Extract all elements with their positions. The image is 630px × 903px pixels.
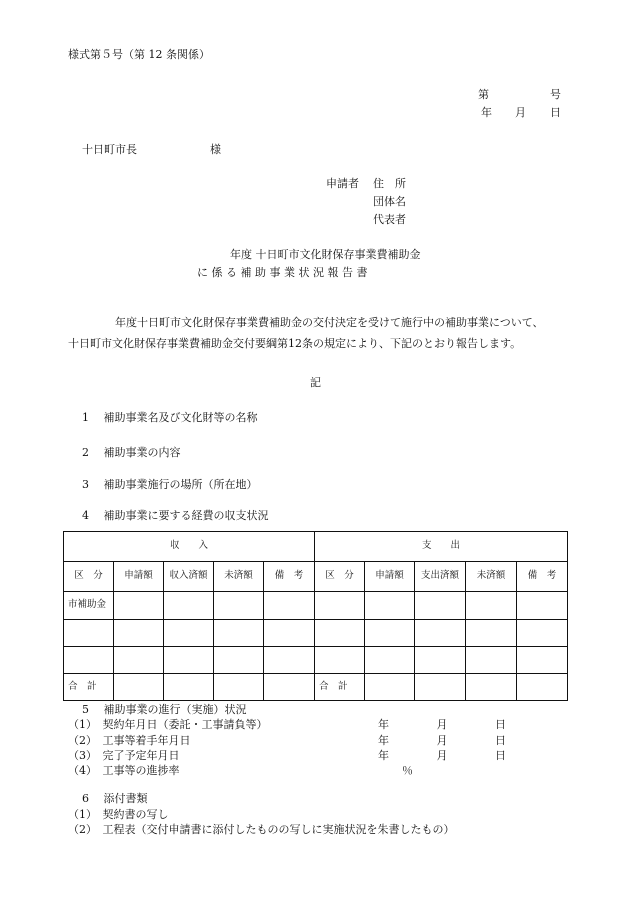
applicant-address: 住 所 [373, 177, 406, 190]
cell [365, 592, 415, 620]
date-month: 月 [436, 734, 448, 747]
title-line2: に 係 る 補 助 事 業 状 況 報 告 書 [197, 266, 368, 279]
cell [315, 620, 365, 647]
ki-mark: 記 [310, 376, 321, 389]
attachment-2: （2） 工程表（交付申請書に添付したものの写しに実施状況を朱書したもの） [68, 823, 455, 836]
expense-header: 支 出 [315, 532, 568, 562]
col-undone-income: 未済額 [214, 562, 264, 592]
cell [114, 674, 164, 701]
cell [64, 620, 114, 647]
cell [114, 592, 164, 620]
cell [164, 620, 214, 647]
cell [214, 620, 264, 647]
applicant-label: 申請者 [326, 177, 359, 190]
cell [517, 647, 568, 674]
applicant-org: 団体名 [373, 195, 406, 208]
cell [214, 592, 264, 620]
item-4: 4 補助事業に要する経費の収支状況 [82, 509, 269, 522]
date-month: 月 [436, 749, 448, 762]
date-month: 月 [436, 718, 448, 731]
date-day: 日 [495, 734, 506, 747]
date-day: 日 [550, 106, 561, 119]
cell [415, 620, 466, 647]
attachments-title: 6 添付書類 [82, 792, 148, 805]
doc-number-suffix: 号 [550, 88, 561, 101]
col-biko-income: 備 考 [264, 562, 315, 592]
cell [164, 592, 214, 620]
cell [264, 647, 315, 674]
row-subsidy-label: 市補助金 [64, 592, 114, 620]
cell [315, 592, 365, 620]
progress-row-3: （3） 完了予定年月日 [68, 749, 180, 762]
cell [365, 674, 415, 701]
col-biko-expense: 備 考 [517, 562, 568, 592]
row-total-expense-label: 合 計 [315, 674, 365, 701]
col-shinsei-expense: 申請額 [365, 562, 415, 592]
cell [466, 620, 517, 647]
cell [164, 674, 214, 701]
doc-number-prefix: 第 [478, 88, 489, 101]
cell [114, 647, 164, 674]
progress-row-2-date [378, 734, 506, 748]
date-month: 月 [515, 106, 526, 119]
cell [517, 620, 568, 647]
item-3: 3 補助事業施行の場所（所在地） [82, 478, 258, 491]
col-shinsei-income: 申請額 [114, 562, 164, 592]
col-kubun-expense: 区 分 [315, 562, 365, 592]
percent-sign: ％ [402, 764, 413, 777]
cell [365, 647, 415, 674]
cell [214, 674, 264, 701]
cell [264, 620, 315, 647]
progress-row-1-date [378, 718, 506, 732]
income-header: 収 入 [64, 532, 315, 562]
cell [517, 674, 568, 701]
applicant-rep: 代表者 [373, 213, 406, 226]
date-year: 年 [481, 106, 492, 119]
cell [415, 592, 466, 620]
row-total-income-label: 合 計 [64, 674, 114, 701]
cell [264, 674, 315, 701]
cell [315, 647, 365, 674]
col-undone-expense: 未済額 [466, 562, 517, 592]
cell [466, 647, 517, 674]
date-day: 日 [495, 718, 506, 731]
addressee-honorific: 様 [210, 143, 221, 156]
cell [64, 647, 114, 674]
cell [517, 592, 568, 620]
cell [466, 674, 517, 701]
addressee-name: 十日町市長 [82, 143, 137, 156]
body-line1: 年度十日町市文化財保存事業費補助金の交付決定を受けて施行中の補助事業について、 [115, 316, 544, 329]
date-year: 年 [378, 734, 389, 747]
income-expense-table [63, 531, 568, 701]
progress-title: 5 補助事業の進行（実施）状況 [82, 703, 247, 716]
progress-row-4: （4） 工事等の進捗率 [68, 764, 180, 777]
item-1: 1 補助事業名及び文化財等の名称 [82, 411, 258, 424]
date-year: 年 [378, 749, 389, 762]
date-day: 日 [495, 749, 506, 762]
cell [164, 647, 214, 674]
progress-row-1: （1） 契約年月日（委託・工事請負等） [68, 718, 268, 731]
col-kubun-income: 区 分 [64, 562, 114, 592]
cell [114, 620, 164, 647]
progress-row-2: （2） 工事等着手年月日 [68, 734, 191, 747]
cell [415, 674, 466, 701]
attachment-1: （1） 契約書の写し [68, 808, 169, 821]
col-expense-done: 支出済額 [415, 562, 466, 592]
title-line1: 年度 十日町市文化財保存事業費補助金 [230, 248, 421, 261]
cell [415, 647, 466, 674]
cell [365, 620, 415, 647]
cell [466, 592, 517, 620]
cell [264, 592, 315, 620]
form-id: 様式第５号（第 12 条関係） [68, 48, 210, 61]
item-2: 2 補助事業の内容 [82, 446, 181, 459]
progress-row-3-date [378, 749, 506, 763]
cell [214, 647, 264, 674]
date-year: 年 [378, 718, 389, 731]
col-income-done: 収入済額 [164, 562, 214, 592]
body-line2: 十日町市文化財保存事業費補助金交付要綱第12条の規定により、下記のとおり報告します。 [68, 337, 522, 350]
